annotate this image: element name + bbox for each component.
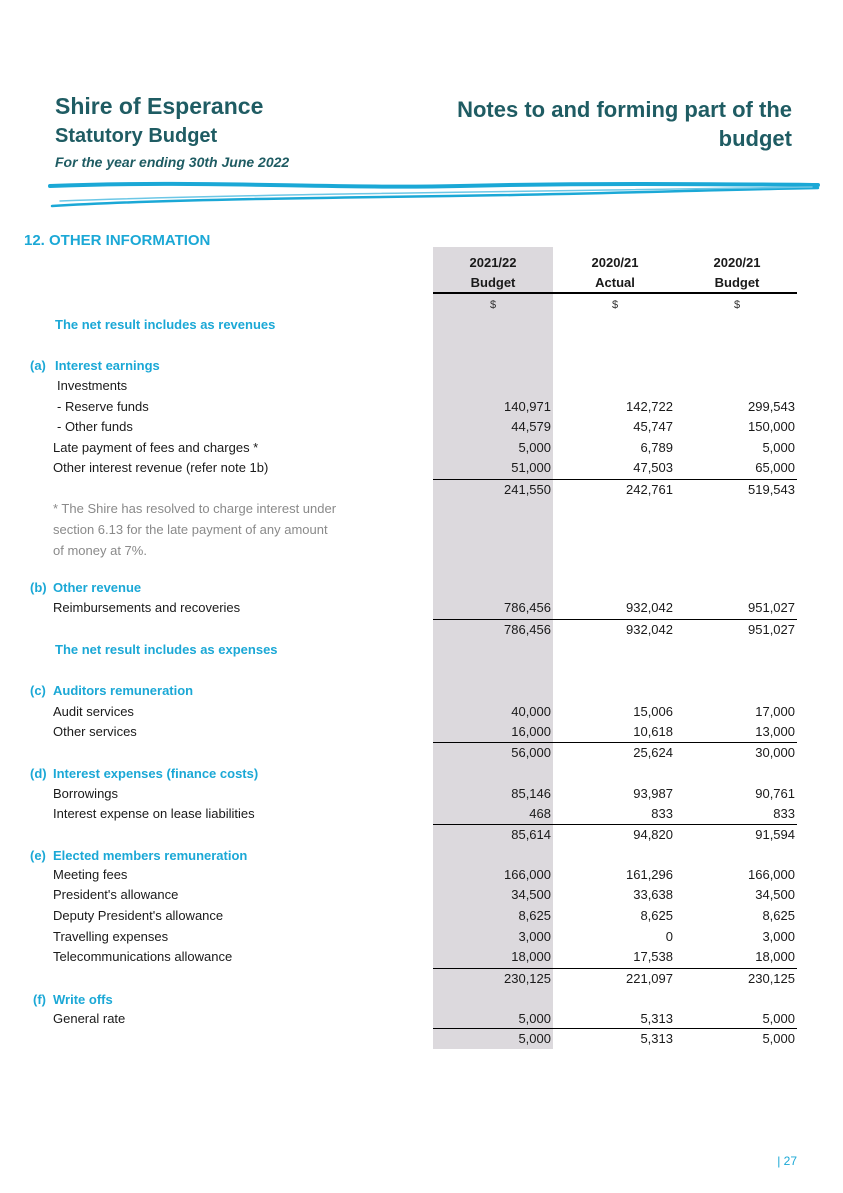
section-header-title: Notes to and forming part of the budget: [457, 97, 792, 151]
row-label: Travelling expenses: [53, 929, 169, 944]
row-label: President's allowance: [53, 887, 179, 902]
total-rule: [433, 968, 797, 969]
row-label: Borrowings: [53, 786, 119, 801]
total-cell: 241,550: [504, 482, 551, 497]
value-cell: 8,625: [762, 908, 795, 923]
row-label: Audit services: [53, 704, 134, 719]
column-unit-1: $: [489, 299, 497, 311]
total-cell: 94,820: [633, 827, 673, 842]
total-cell: 85,614: [511, 827, 551, 842]
auditors-title: Auditors remuneration: [53, 683, 194, 698]
column-year-2: 2020/21: [591, 255, 639, 270]
section-letter-d: (d): [30, 766, 47, 781]
value-cell: 951,027: [748, 600, 795, 615]
total-cell: 5,000: [762, 1031, 795, 1046]
page-number: | 27: [777, 1154, 797, 1168]
section-title: 12. OTHER INFORMATION: [24, 232, 211, 249]
value-cell: 34,500: [511, 887, 551, 902]
total-cell: 230,125: [748, 971, 795, 986]
value-cell: 34,500: [755, 887, 795, 902]
value-cell: 17,000: [755, 704, 795, 719]
total-cell: 221,097: [626, 971, 673, 986]
value-cell: 0: [665, 929, 673, 944]
total-rule: [433, 619, 797, 620]
total-cell: 91,594: [755, 827, 795, 842]
write-offs-title: Write offs: [53, 992, 113, 1007]
organisation-title: Shire of Esperance: [55, 93, 264, 119]
value-cell: 33,638: [633, 887, 673, 902]
value-cell: 8,625: [640, 908, 673, 923]
header-rule: [433, 292, 797, 294]
value-cell: 161,296: [626, 867, 673, 882]
other-revenue-title: Other revenue: [53, 580, 142, 595]
value-cell: 45,747: [633, 419, 673, 434]
column-type-1: Budget: [470, 275, 516, 290]
value-cell: 5,000: [518, 440, 551, 455]
value-cell: 5,000: [762, 440, 795, 455]
total-cell: 5,000: [518, 1031, 551, 1046]
value-cell: 8,625: [518, 908, 551, 923]
value-cell: 5,000: [518, 1011, 551, 1026]
value-cell: 65,000: [755, 460, 795, 475]
row-label: Late payment of fees and charges *: [53, 440, 259, 455]
total-cell: 932,042: [626, 622, 673, 637]
value-cell: 150,000: [748, 419, 795, 434]
elected-members-title: Elected members remuneration: [53, 848, 248, 863]
value-cell: 5,000: [762, 1011, 795, 1026]
value-cell: 833: [651, 806, 673, 821]
total-rule: [433, 824, 797, 825]
row-label: Other services: [53, 724, 137, 739]
brush-stroke-divider: [0, 176, 843, 216]
row-label: General rate: [53, 1011, 126, 1026]
column-unit-3: $: [733, 299, 741, 311]
row-label: Interest expense on lease liabilities: [53, 806, 255, 821]
value-cell: 833: [773, 806, 795, 821]
value-cell: 90,761: [755, 786, 795, 801]
period-subtitle: For the year ending 30th June 2022: [55, 154, 290, 170]
row-label: Other interest revenue (refer note 1b): [53, 460, 269, 475]
total-cell: 230,125: [504, 971, 551, 986]
total-rule: [433, 479, 797, 480]
interest-expenses-title: Interest expenses (finance costs): [53, 766, 259, 781]
revenues-group-heading: The net result includes as revenues: [55, 317, 276, 332]
value-cell: 6,789: [640, 440, 673, 455]
note-line: section 6.13 for the late payment of any amount: [53, 522, 328, 537]
total-cell: 5,313: [640, 1031, 673, 1046]
value-cell: 93,987: [633, 786, 673, 801]
value-cell: 3,000: [518, 929, 551, 944]
value-cell: 40,000: [511, 704, 551, 719]
value-cell: 932,042: [626, 600, 673, 615]
row-label: Telecommunications allowance: [53, 949, 233, 964]
section-letter-f: (f): [33, 992, 46, 1007]
value-cell: 786,456: [504, 600, 551, 615]
value-cell: 142,722: [626, 399, 673, 414]
row-label: Meeting fees: [53, 867, 128, 882]
value-cell: 140,971: [504, 399, 551, 414]
value-cell: 47,503: [633, 460, 673, 475]
row-label: - Other funds: [57, 419, 133, 434]
total-cell: 951,027: [748, 622, 795, 637]
total-rule: [433, 1028, 797, 1029]
section-letter-b: (b): [30, 580, 47, 595]
value-cell: 15,006: [633, 704, 673, 719]
total-cell: 242,761: [626, 482, 673, 497]
section-letter-a: (a): [30, 358, 46, 373]
document-title: Statutory Budget: [55, 125, 218, 147]
value-cell: 166,000: [748, 867, 795, 882]
value-cell: 13,000: [755, 724, 795, 739]
section-letter-c: (c): [30, 683, 46, 698]
total-cell: 25,624: [633, 745, 673, 760]
row-label: - Reserve funds: [57, 399, 149, 414]
total-rule: [433, 742, 797, 743]
column-type-3: Budget: [714, 275, 760, 290]
value-cell: 85,146: [511, 786, 551, 801]
row-label: Deputy President's allowance: [53, 908, 224, 923]
value-cell: 51,000: [511, 460, 551, 475]
value-cell: 18,000: [755, 949, 795, 964]
interest-earnings-title: Interest earnings: [55, 358, 160, 373]
value-cell: 16,000: [511, 724, 551, 739]
value-cell: 5,313: [640, 1011, 673, 1026]
row-label: Reimbursements and recoveries: [53, 600, 241, 615]
total-cell: 30,000: [755, 745, 795, 760]
value-cell: 166,000: [504, 867, 551, 882]
column-year-3: 2020/21: [713, 255, 761, 270]
value-cell: 299,543: [748, 399, 795, 414]
value-cell: 468: [529, 806, 551, 821]
note-line: of money at 7%.: [53, 543, 147, 558]
investments-label: Investments: [57, 378, 128, 393]
value-cell: 17,538: [633, 949, 673, 964]
value-cell: 10,618: [633, 724, 673, 739]
column-year-1: 2021/22: [469, 255, 517, 270]
total-cell: 56,000: [511, 745, 551, 760]
expenses-group-heading: The net result includes as expenses: [55, 642, 278, 657]
column-type-2: Actual: [595, 275, 635, 290]
total-cell: 786,456: [504, 622, 551, 637]
value-cell: 44,579: [511, 419, 551, 434]
interest-note: [53, 498, 373, 561]
value-cell: 18,000: [511, 949, 551, 964]
total-cell: 519,543: [748, 482, 795, 497]
section-letter-e: (e): [30, 848, 46, 863]
value-cell: 3,000: [762, 929, 795, 944]
note-line: * The Shire has resolved to charge interest under: [53, 501, 337, 516]
column-unit-2: $: [611, 299, 619, 311]
